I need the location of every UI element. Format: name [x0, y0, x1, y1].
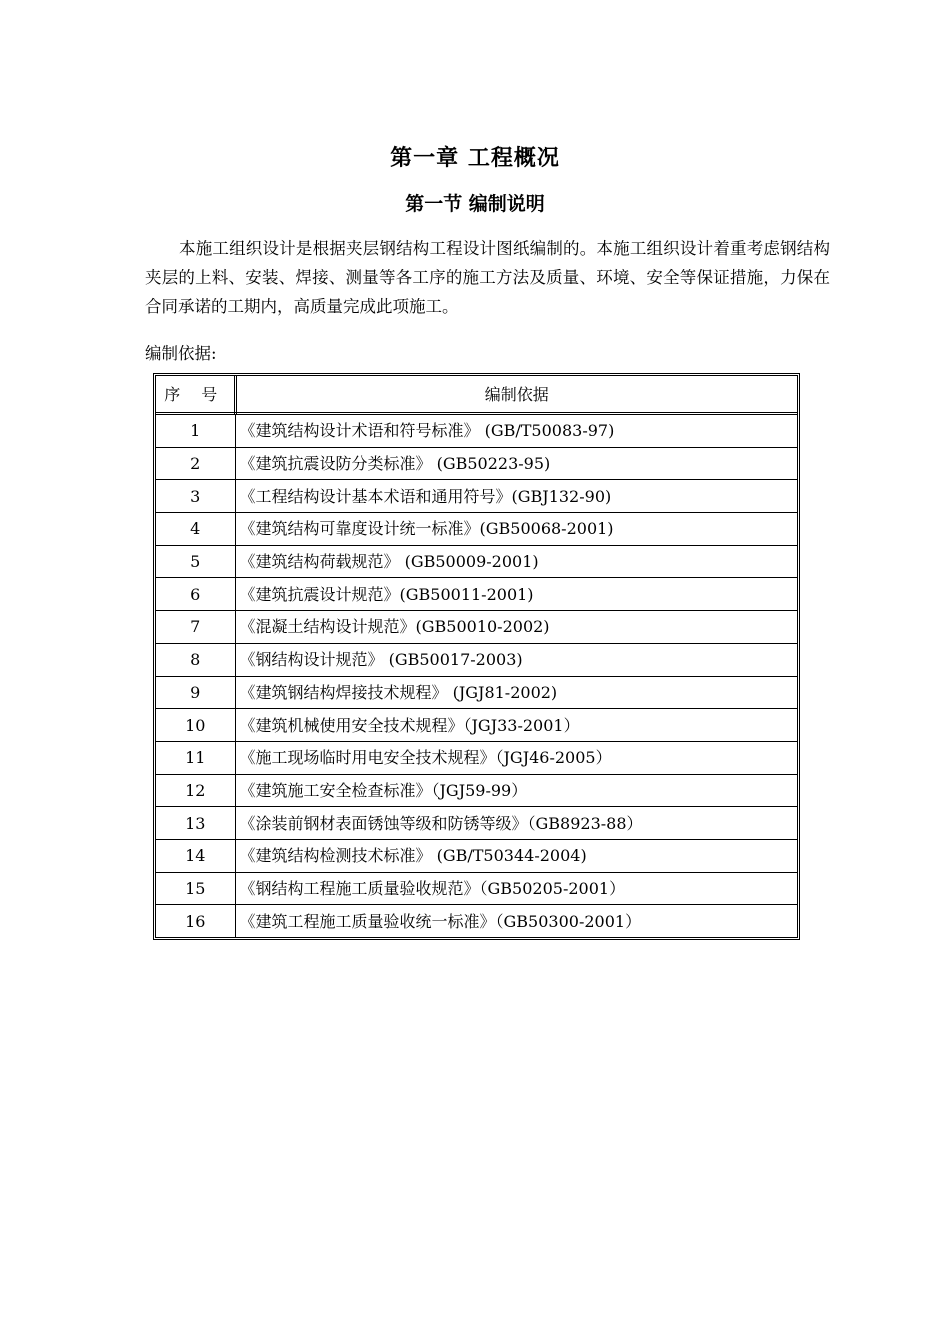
header-number: 序 号 [156, 376, 235, 414]
table-row [156, 578, 797, 611]
table-row [156, 741, 797, 774]
table-row [156, 643, 797, 676]
table-row [156, 709, 797, 742]
table-row [156, 480, 797, 513]
row-standard: 《建筑结构设计术语和符号标准》 (GB/T50083-97) [235, 414, 797, 448]
table-row [156, 905, 797, 937]
table-row [156, 872, 797, 905]
row-standard: 《建筑抗震设防分类标准》 (GB50223-95) [235, 447, 797, 480]
row-number: 3 [156, 480, 235, 513]
row-standard: 《建筑结构可靠度设计统一标准》(GB50068-2001) [235, 513, 797, 546]
row-standard: 《涂装前钢材表面锈蚀等级和防锈等级》（GB8923-88） [235, 807, 797, 840]
row-standard: 《建筑工程施工质量验收统一标准》（GB50300-2001） [235, 905, 797, 937]
row-number: 1 [156, 414, 235, 448]
row-number: 4 [156, 513, 235, 546]
row-standard: 《建筑抗震设计规范》(GB50011-2001) [235, 578, 797, 611]
table-row [156, 676, 797, 709]
row-number: 13 [156, 807, 235, 840]
row-number: 9 [156, 676, 235, 709]
row-standard: 《建筑结构荷载规范》 (GB50009-2001) [235, 545, 797, 578]
table-header-row [156, 376, 797, 414]
table-row [156, 513, 797, 546]
section-title: 第一节 编制说明 [405, 193, 545, 215]
row-standard: 《建筑钢结构焊接技术规程》 (JGJ81-2002) [235, 676, 797, 709]
table-row [156, 545, 797, 578]
row-number: 12 [156, 774, 235, 807]
row-number: 14 [156, 839, 235, 872]
table-body [156, 414, 797, 938]
row-standard: 《建筑施工安全检查标准》（JGJ59-99） [235, 774, 797, 807]
row-number: 10 [156, 709, 235, 742]
intro-paragraph: 本施工组织设计是根据夹层钢结构工程设计图纸编制的。本施工组织设计着重考虑钢结构夹层的上料、安装、焊接、测量等各工序的施工方法及质量、环境、安全等保证措施，力保在合同承诺的工期内，高质量完成此项施工。 [145, 239, 830, 316]
row-number: 16 [156, 905, 235, 937]
basis-table [156, 376, 797, 937]
table-row [156, 414, 797, 448]
row-standard: 《工程结构设计基本术语和通用符号》(GBJ132-90) [235, 480, 797, 513]
row-number: 6 [156, 578, 235, 611]
row-standard: 《建筑机械使用安全技术规程》（JGJ33-2001） [235, 709, 797, 742]
chapter-title: 第一章 工程概况 [390, 146, 560, 171]
basis-label: 编制依据: [145, 344, 217, 363]
row-standard: 《施工现场临时用电安全技术规程》（JGJ46-2005） [235, 741, 797, 774]
table-row [156, 447, 797, 480]
row-number: 8 [156, 643, 235, 676]
row-standard: 《钢结构设计规范》 (GB50017-2003) [235, 643, 797, 676]
row-number: 7 [156, 611, 235, 644]
basis-table-frame [153, 373, 800, 940]
table-row [156, 807, 797, 840]
row-number: 5 [156, 545, 235, 578]
row-number: 11 [156, 741, 235, 774]
table-row [156, 839, 797, 872]
table-row [156, 611, 797, 644]
row-standard: 《建筑结构检测技术标准》 (GB/T50344-2004) [235, 839, 797, 872]
row-number: 15 [156, 872, 235, 905]
header-standard: 编制依据 [235, 376, 797, 414]
table-row [156, 774, 797, 807]
row-number: 2 [156, 447, 235, 480]
row-standard: 《混凝土结构设计规范》(GB50010-2002) [235, 611, 797, 644]
row-standard: 《钢结构工程施工质量验收规范》（GB50205-2001） [235, 872, 797, 905]
